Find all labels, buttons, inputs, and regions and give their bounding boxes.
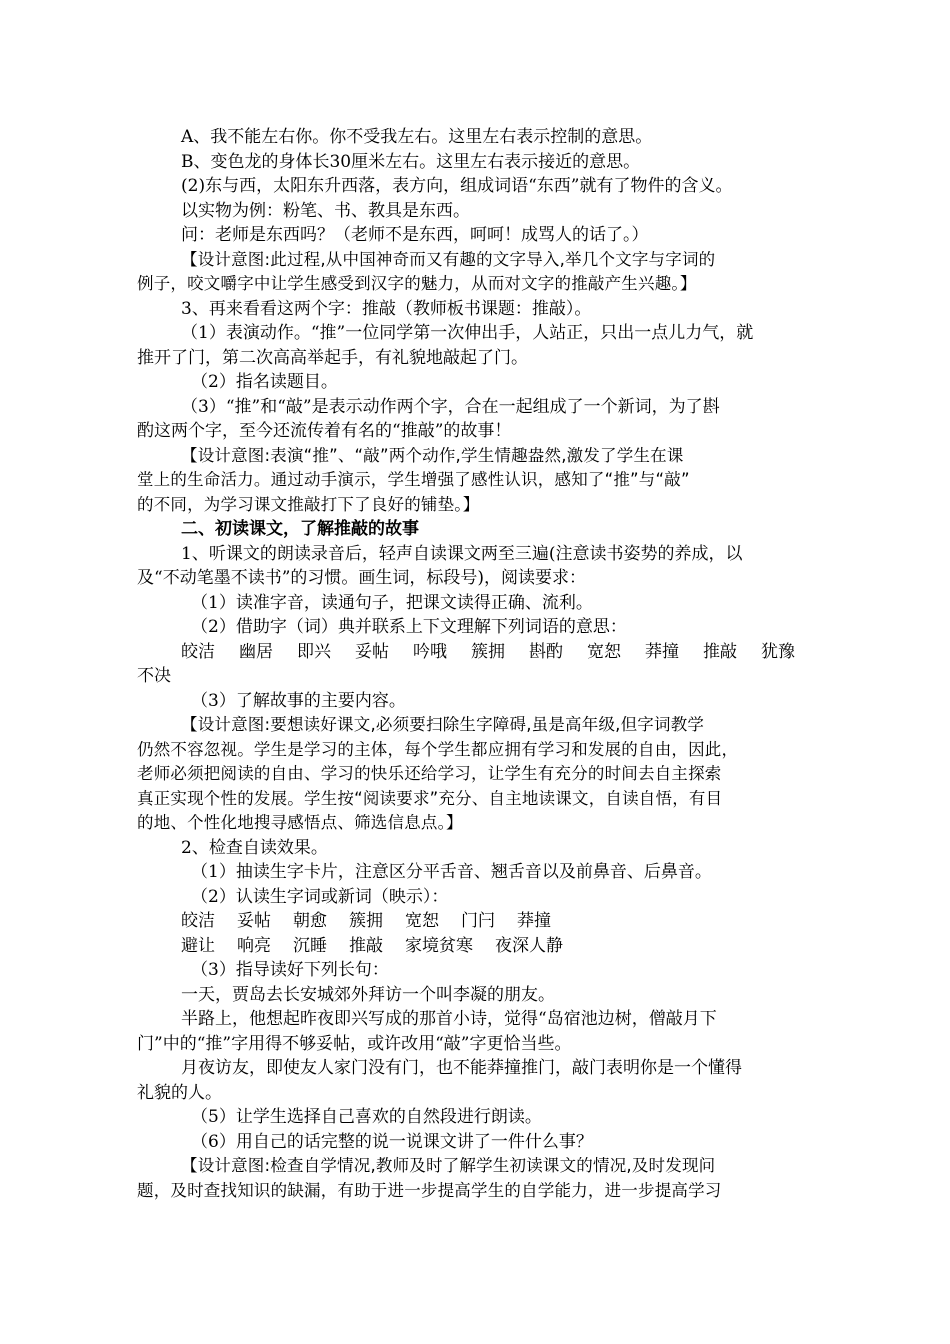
design-intent-line: 题，及时查找知识的缺漏，有助于进一步提高学生的自学能力，进一步提高学习 (137, 1180, 722, 1200)
design-intent-line: 老师必须把阅读的自由、学习的快乐还给学习，让学生有充分的时间去自主探索 (137, 764, 722, 783)
design-intent-line: 【设计意图:表演“推”、“敲”两个动作,学生情趣盎然,激发了学生在课 (181, 445, 684, 465)
vocabulary-row (137, 640, 809, 665)
paragraph-line: （2）借助字（词）典并联系上下文理解下列词语的意思： (191, 617, 627, 637)
design-intent-line: 真正实现个性的发展。学生按“阅读要求”充分、自主地读课文，自读自悟，有目 (137, 788, 723, 808)
vocab-word: 妥帖 (237, 911, 271, 931)
paragraph-line: （1）读准字音，读通句子，把课文读得正确、流利。 (191, 592, 593, 613)
paragraph-line: A、我不能左右你。你不受我左右。这里左右表示控制的意思。 (181, 127, 653, 147)
vocab-word: 皎洁 (181, 911, 215, 931)
design-intent-line: 仍然不容忽视。学生是学习的主体，每个学生都应拥有学习和发展的自由，因此， (137, 739, 739, 759)
paragraph-line: 半路上，他想起昨夜即兴写成的那首小诗，觉得“岛宿池边树，僧敲月下 (181, 1009, 717, 1029)
paragraph-line: （1）表演动作。“推”一位同学第一次伸出手，人站正，只出一点儿力气，就 (181, 323, 754, 343)
vocab-word: 宽恕 (405, 911, 439, 931)
vocab-word: 妥帖 (355, 641, 389, 662)
paragraph-line: 不决 (137, 666, 171, 686)
vocab-word: 避让 (181, 935, 215, 956)
vocab-word: 犹豫 (761, 641, 795, 662)
vocab-word: 簇拥 (349, 911, 383, 931)
vocab-word: 莽撞 (517, 911, 551, 931)
paragraph-line: （3）“推”和“敲”是表示动作两个字，合在一起组成了一个新词，为了斟 (181, 396, 720, 417)
design-intent-line: 的地、个性化地搜寻感悟点、筛选信息点。】 (137, 813, 463, 832)
vocab-word: 推敲 (349, 935, 383, 956)
design-intent-line: 【设计意图:要想读好课文,必须要扫除生字障碍,虽是高年级,但字词教学 (181, 715, 705, 734)
paragraph-line: 问：老师是东西吗？（老师不是东西，呵呵！成骂人的话了。） (181, 225, 649, 245)
paragraph-line: （2）指名读题目。 (191, 372, 338, 392)
vocab-word: 斟酌 (529, 641, 563, 662)
document-body (137, 125, 809, 1203)
vocab-word: 响亮 (237, 935, 271, 956)
vocab-word: 吟哦 (413, 641, 447, 662)
vocab-word: 莽撞 (645, 641, 679, 662)
paragraph-line: （6）用自己的话完整的说一说课文讲了一件什么事？ (191, 1131, 593, 1152)
vocab-word: 朝愈 (293, 911, 327, 931)
paragraph-line: （2）认读生字词或新词（映示）： (191, 886, 449, 907)
paragraph-line: 2、检查自读效果。 (181, 837, 328, 858)
paragraph-line: B、变色龙的身体长30厘米左右。这里左右表示接近的意思。 (181, 151, 641, 172)
paragraph-line: 及“不动笔墨不读书”的习惯。画生词，标段号)，阅读要求： (137, 568, 587, 588)
paragraph-line: 门”中的“推”字用得不够妥帖，或许改用“敲”字更恰当些。 (137, 1033, 572, 1054)
vocab-word: 夜深人静 (495, 935, 563, 956)
design-intent-line: 堂上的生命活力。通过动手演示，学生增强了感性认识，感知了“推”与“敲” (137, 470, 690, 489)
vocab-word: 皎洁 (181, 641, 215, 662)
vocab-word: 门闩 (461, 911, 495, 931)
paragraph-line: 以实物为例：粉笔、书、教具是东西。 (181, 200, 470, 221)
design-intent-line: 【设计意图:此过程,从中国神奇而又有趣的文字导入,举几个文字与字词的 (181, 249, 716, 269)
paragraph-line: 1、听课文的朗读录音后，轻声自读课文两至三遍(注意读书姿势的养成，以 (181, 543, 743, 564)
vocab-word: 家境贫寒 (405, 935, 473, 956)
paragraph-line: 月夜访友，即使友人家门没有门，也不能莽撞推门，敲门表明你是一个懂得 (181, 1058, 742, 1078)
vocab-word: 簇拥 (471, 641, 505, 662)
paragraph-line: 一天，贾岛去长安城郊外拜访一个叫李凝的朋友。 (181, 984, 555, 1005)
vocab-word: 沉睡 (293, 935, 327, 956)
paragraph-line: （3）指导读好下列长句： (191, 960, 389, 980)
paragraph-line: (2)东与西，太阳东升西落，表方向，组成词语“东西”就有了物件的含义。 (181, 176, 733, 196)
paragraph-line: （1）抽读生字卡片，注意区分平舌音、翘舌音以及前鼻音、后鼻音。 (191, 862, 712, 882)
vocabulary-row (137, 909, 809, 934)
vocab-word: 即兴 (297, 641, 331, 662)
paragraph-line: 礼貌的人。 (137, 1082, 222, 1103)
section-heading: 二、初读课文，了解推敲的故事 (181, 519, 419, 539)
paragraph-line: （3）了解故事的主要内容。 (191, 690, 406, 711)
design-intent-line: 【设计意图:检查自学情况,教师及时了解学生初读课文的情况,及时发现问 (181, 1156, 716, 1175)
paragraph-line: 推开了门，第二次高高举起手，有礼貌地敲起了门。 (137, 347, 528, 368)
paragraph-line: 酌这两个字，至今还流传着有名的“推敲”的故事！ (137, 421, 512, 441)
vocab-word: 幽居 (239, 641, 273, 662)
vocabulary-row (137, 934, 809, 959)
design-intent-line: 例子，咬文嚼字中让学生感受到汉字的魅力，从而对文字的推敲产生兴趣。】 (137, 274, 697, 293)
vocab-word: 推敲 (703, 641, 737, 662)
paragraph-line: （5）让学生选择自己喜欢的自然段进行朗读。 (191, 1107, 542, 1127)
vocab-word: 宽恕 (587, 641, 621, 662)
design-intent-line: 的不同，为学习课文推敲打下了良好的铺垫。】 (137, 494, 480, 514)
paragraph-line: 3、再来看看这两个字：推敲（教师板书课题：推敲）。 (181, 298, 592, 319)
